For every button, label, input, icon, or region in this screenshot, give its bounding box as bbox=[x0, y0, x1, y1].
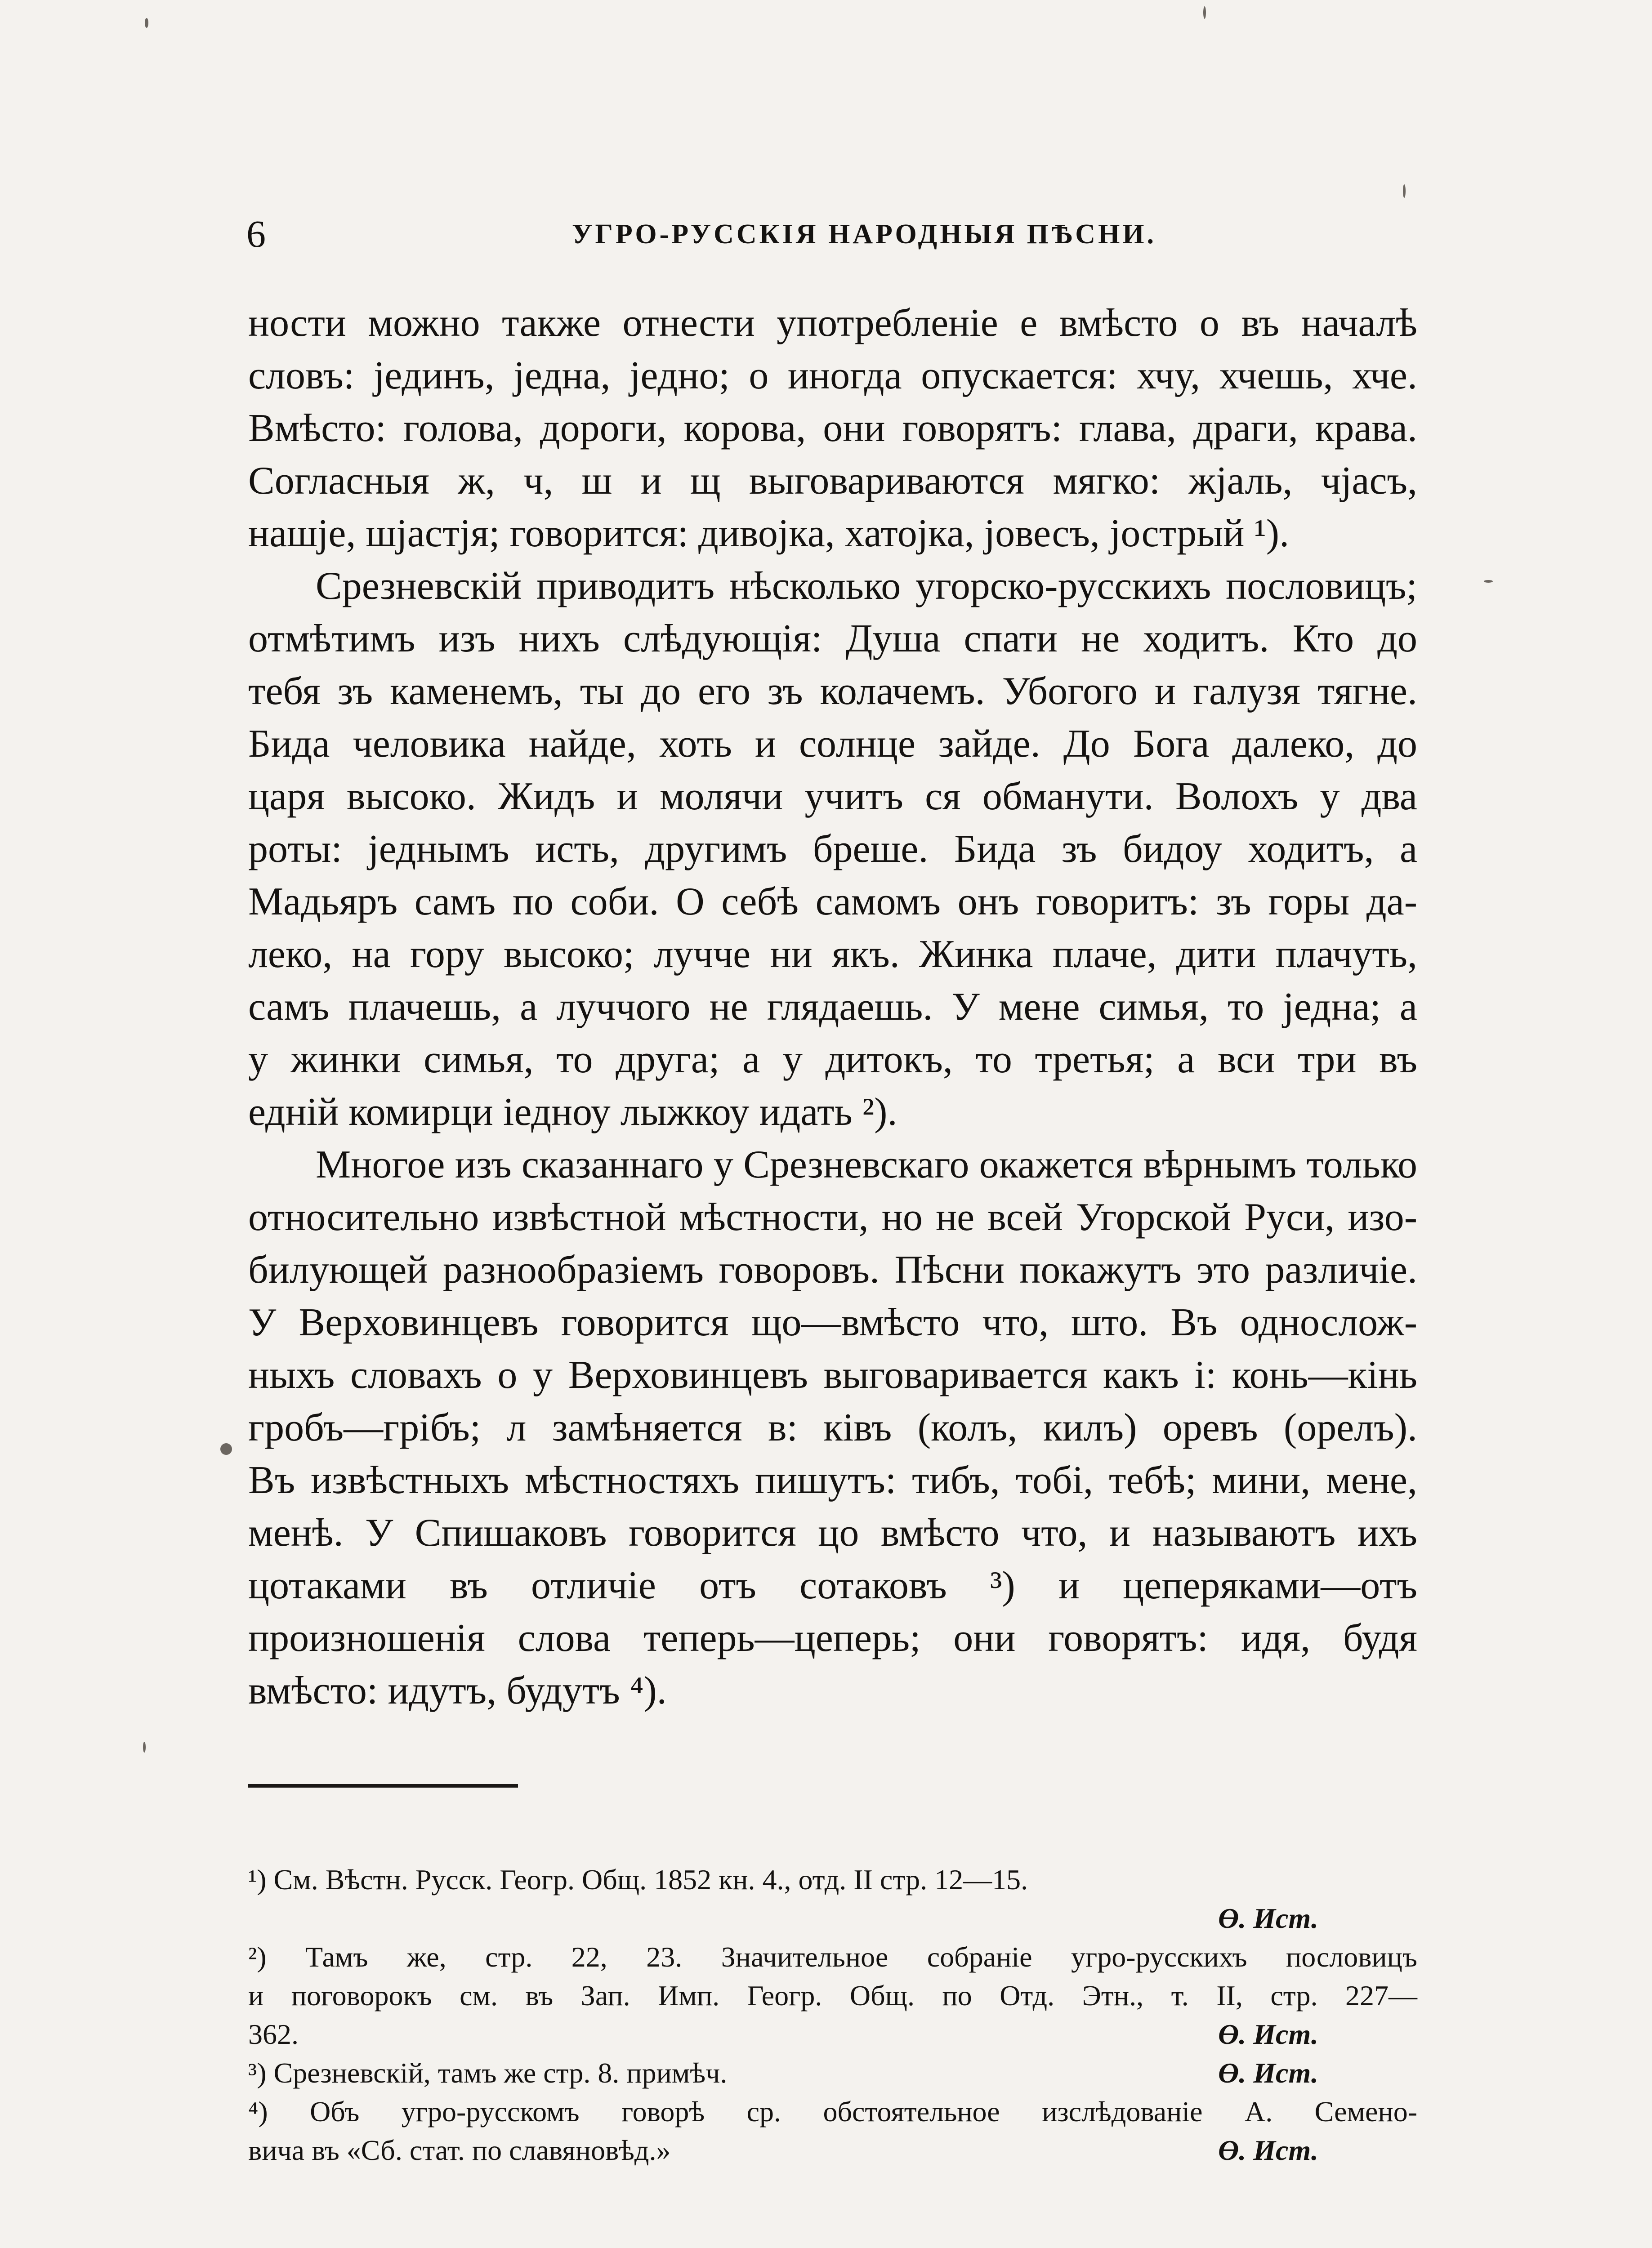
body-line: Многое изъ сказаннаго у Срезневскаго окажется вѣрнымъ только bbox=[316, 1143, 1417, 1186]
body-line: Согласныя ж, ч, ш и щ выговариваются мягко: жјаль, чјасъ, bbox=[248, 459, 1417, 503]
scan-speck bbox=[1403, 184, 1406, 198]
footnote-4-end: вича въ «Сб. стат. по славяновѣд.» bbox=[248, 2134, 671, 2166]
body-line: отмѣтимъ изъ нихъ слѣдующія: Душа спати не ходитъ. Кто до bbox=[248, 617, 1417, 660]
body-line: ныхъ словахъ о у Верховинцевъ выговаривается какъ і: конь—кінь bbox=[248, 1353, 1417, 1397]
footnote-3-row bbox=[248, 2054, 1417, 2092]
body-line: нашје, шјастјя; говорится: дивојка, хатојка, јовесъ, јострый ¹). bbox=[248, 512, 1290, 555]
footnote-rule bbox=[248, 1784, 518, 1788]
body-line: Мадьяръ самъ по соби. О себѣ самомъ онъ говоритъ: зъ горы да- bbox=[248, 880, 1417, 923]
body-line: Вмѣсто: голова, дороги, корова, они говорятъ: глава, драги, крава. bbox=[248, 406, 1417, 450]
body-line: словъ: јединъ, једна, једно; о иногда опускается: хчу, хчешь, хче. bbox=[248, 354, 1417, 397]
footnote-1: ¹) См. Вѣстн. Русск. Геогр. Общ. 1852 кн. 4., отд. II стр. 12—15. bbox=[248, 1864, 1028, 1896]
footnote-4-signature: Ө. Ист. bbox=[1218, 2134, 1318, 2166]
body-line: самъ плачешь, а луччого не глядаешь. У мене симья, то једна; а bbox=[248, 985, 1417, 1029]
scan-speck bbox=[220, 1443, 232, 1455]
footnote-2-end-row bbox=[248, 2015, 1417, 2054]
scan-speck bbox=[143, 1742, 146, 1753]
body-line: относительно извѣстной мѣстности, но не всей Угорской Руси, изо- bbox=[248, 1195, 1417, 1239]
scan-speck bbox=[1203, 6, 1206, 19]
body-line: гробъ—грібъ; л замѣняется в: ківъ (колъ, килъ) оревъ (орелъ). bbox=[248, 1406, 1417, 1450]
footnote-2-cont: и поговорокъ см. въ Зап. Имп. Геогр. Общ. по Отд. Этн., т. II, стр. 227— bbox=[248, 1980, 1417, 2012]
footnote-4: ⁴) Объ угро-русскомъ говорѣ ср. обстоятельное изслѣдованіе А. Семено- bbox=[248, 2096, 1417, 2128]
body-line: билующей разнообразіемъ говоровъ. Пѣсни покажутъ это различіе. bbox=[248, 1248, 1417, 1292]
body-line: едній комирци іедноу лыжкоу идать ²). bbox=[248, 1090, 897, 1134]
body-line: царя высоко. Жидъ и молячи учитъ ся обманути. Волохъ у два bbox=[248, 775, 1417, 818]
footnote-1-signature: Ө. Ист. bbox=[1218, 1902, 1318, 1934]
body-line: ности можно также отнести употребленіе е вмѣсто о въ началѣ bbox=[248, 301, 1417, 345]
body-line: У Верховинцевъ говорится що—вмѣсто что, што. Въ однослож- bbox=[248, 1301, 1417, 1344]
body-line: Срезневскій приводитъ нѣсколько угорско-русскихъ пословицъ; bbox=[316, 564, 1417, 608]
body-line: Бида человика найде, хоть и солнце зайде. До Бога далеко, до bbox=[248, 722, 1417, 766]
footnote-3-signature: Ө. Ист. bbox=[1218, 2057, 1318, 2089]
footnote-3: ³) Срезневскій, тамъ же стр. 8. примѣч. bbox=[248, 2057, 728, 2089]
scan-speck bbox=[145, 18, 148, 28]
footnote-2: ²) Тамъ же, стр. 22, 23. Значительное собраніе угро-русскихъ пословицъ bbox=[248, 1941, 1417, 1973]
footnote-2-end: 362. bbox=[248, 2018, 299, 2050]
scan-speck bbox=[1484, 580, 1493, 583]
body-line: менѣ. У Спишаковъ говорится цо вмѣсто что, и называютъ ихъ bbox=[248, 1511, 1417, 1555]
body-line: цотаками въ отличіе отъ сотаковъ ³) и цеперяками—отъ bbox=[248, 1564, 1417, 1607]
page-number: 6 bbox=[246, 212, 266, 255]
body-line: роты: једнымъ исть, другимъ бреше. Бида зъ бидоу ходитъ, а bbox=[248, 827, 1417, 871]
running-head: УГРО-РУССКІЯ НАРОДНЫЯ ПѢСНИ. bbox=[572, 219, 1157, 250]
body-line: вмѣсто: идутъ, будутъ ⁴). bbox=[248, 1669, 667, 1713]
body-line: Въ извѣстныхъ мѣстностяхъ пишутъ: тибъ, тобі, тебѣ; мини, мене, bbox=[248, 1459, 1417, 1502]
body-line: произношенія слова теперь—цеперь; они говорятъ: идя, будя bbox=[248, 1616, 1417, 1660]
footnote-4-end-row bbox=[248, 2131, 1417, 2170]
body-text bbox=[248, 297, 1417, 1717]
body-line: леко, на гору высоко; лучче ни якъ. Жинка плаче, дити плачуть, bbox=[248, 932, 1417, 976]
body-line: тебя зъ каменемъ, ты до его зъ колачемъ. Убогого и галузя тягне. bbox=[248, 669, 1417, 713]
footnotes bbox=[248, 1860, 1417, 2170]
body-line: у жинки симья, то друга; а у дитокъ, то третья; а вси три въ bbox=[248, 1038, 1417, 1081]
footnote-2-signature: Ө. Ист. bbox=[1218, 2018, 1318, 2050]
